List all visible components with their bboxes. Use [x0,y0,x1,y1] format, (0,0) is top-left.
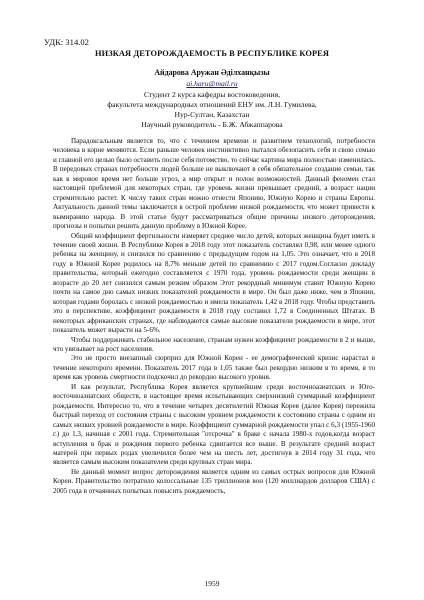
paragraph-4: Это не просто внезапный сюрприз для Южной Кореи - ее демографический кризис нарастал в течение некоторого времени. Показатель 2017 года в 1,05 также был рекордно низким в то время, в то время как уровень смертности подскочил до рекордно высокого уровня. [53,354,375,382]
supervisor-line: Научный руководитель - Б.Ж. Абжаппарова [141,120,283,129]
paragraph-2: Общий коэффициент фертильности измеряет среднее число детей, которых женщина будет иметь в течение своей жизни. В Республике Корея в 2018 году этот показатель составлял 0,98, или менее одного ребенка на женщину, и снизился по сравнению с предыдущим годом на 1,05. Это означает, что в 2018 году в Южной Корее родилось на 8,7% меньше детей по сравнению с 2017 годом.Согласно докладу правительства, который ежегодно составляется с 1970 года, уровень рождаемости среди женщин в возрасте до 20 лет снизился самым резким образом Этот рекордный минимум ставит Южную Корею почти на самое дно самых низких показателей рождаемости в мире. Он был даже ниже, чем в Японии, которая годами боролась с низкой рождаемостью и имела показатель 1,42 в 2018 году. Чтобы представить это в перспективе, коэффициент рождаемости в 2018 году составил 1,72 в Соединенных Штатах. В некоторых африканских странах, где наблюдаются самые высокие показатели рождаемости в мире, этот показатель может вырасти на 5-6%. [53,231,375,335]
paragraph-3: Чтобы поддерживать стабильное население, странам нужен коэффициент рождаемости в 2 и выше, что увязывает на рост населения. [53,335,375,353]
article-title: НИЗКАЯ ДЕТОРОЖДАЕМОСТЬ В РЕСПУБЛИКЕ КОРЕЯ [94,49,330,58]
udk-code: УДК: 314.02 [44,37,89,47]
article-body [53,137,375,496]
affiliation-line-3: Нур-Султан, Казахстан [174,110,250,119]
page-number: 1959 [204,579,220,588]
paragraph-6: Не данный момент вопрос деторождения является одним из самых острых вопросов для Южной Кореи. Правительство потратило колоссальные 135 триллионов вон (120 миллиардов долларов США) с 2005 года в отчаянных попытках повысить рождаемость, [53,467,375,495]
author-email-link[interactable]: ai.haru@mail.ru [186,79,238,88]
paragraph-1: Парадоксальным является то, что с течением времени и развитием технологий, потребности человека в корне меняются. Если раньше человек инстинктивно пытался обезопасить себя и свою семью и главной его целью было оставить после себя потомство, то сейчас картина мира полностью изменилась. В передовых странах потребности людей больше не выключают в себя обязательное создание семьи, так как в мировое время нет больше угроз, а мир открыт и полон возможностей. Данный феномен стал настоящей проблемой для некоторых стран, где уровень жизни превышает средний, а возраст нации стремительно растет. К числу таких стран можно отнести Японию, Южную Корею и страны Европы. Актуальность данной темы заключается в острой проблеме низкой рождаемости, что может привести к вымиранию народа. В этой статье будут рассматриваться общие причины низкого деторождения, прогнозы и попытки решить данную проблему в Южной Корее. [53,137,375,231]
author-name: Айдарова Аружан Әділханқызы [154,68,270,77]
paragraph-5: И как результат, Республика Корея является крупнейшим среди восточноазиатских и Юго-восточноазиатских обществ, в настоящее время испытывающих сверхнизкий суммарный коэффициент рождаемости. Интересно то, что в течение четырех десятилетий Южная Корея (далее Корея) пережила быстрый переход от состояния страны с высоким уровнем рождаемости к состоянию страны с одним из самых низких уровней рождаемости в мире. Коэффициент суммарной рождаемости упал с 6,3 (1955-1960 г.) до 1.3, начиная с 2001 года. Стремительная "отсрочка" в браке с начала 1980-х годов,когда возраст вступления в брак и рождения первого ребенка сдвигается все выше. В результате средний возраст матерей при первых родах увеличился более чем на шесть лет, достигнув в 2014 году 31 года, что является самым высоким показателем среди крупных стран мира. [53,382,375,467]
affiliation-line-1: Студент 2 курса кафедры востоковедения, [144,90,280,99]
affiliation-line-2: факультета международных отношений ЕНУ им. Л.Н. Гумилева, [107,100,317,109]
